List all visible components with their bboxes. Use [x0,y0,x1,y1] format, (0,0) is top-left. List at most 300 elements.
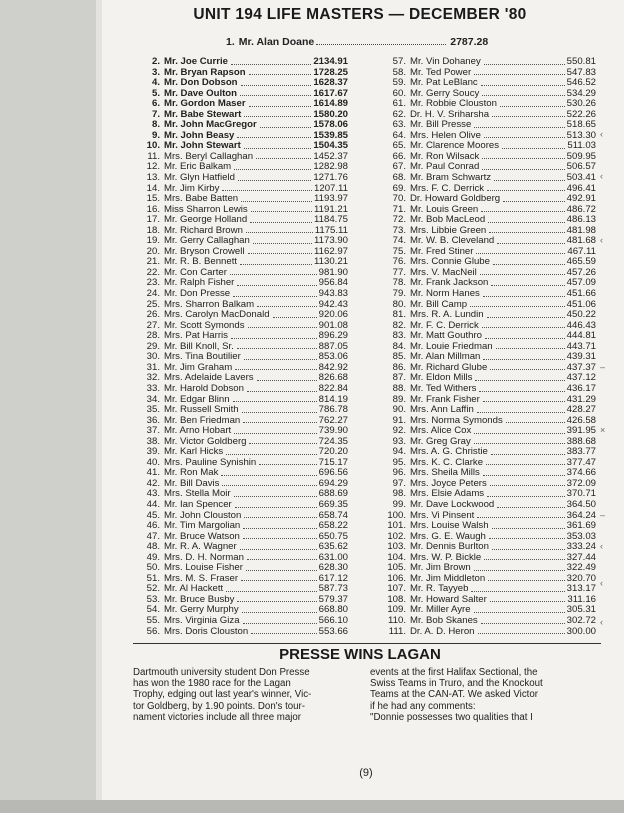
list-item [384,173,596,184]
entry-score: 587.73 [318,583,348,595]
entry-score: 320.70 [566,572,596,584]
dot-leader [234,162,311,170]
entry-number: 73. [392,224,406,236]
entry-number: 2. [151,56,160,67]
entry-score: 311.16 [567,593,596,605]
entry-name: Mr. Louis Green [410,203,479,215]
entry-name: Mr. Gerry Murphy [164,604,239,616]
entry-name: Mrs. Vi Pinsent [410,509,475,521]
entry-name: Mr. Jim Graham [164,361,233,373]
entry-score: 313.17 [566,583,596,595]
dot-leader [256,152,311,160]
entry-name: Mrs. Stella Moir [164,488,231,500]
entry-name: Mrs. Libbie Green [410,224,487,236]
entry-number: 16. [146,203,160,215]
entry-score: 450.22 [566,309,596,321]
list-item [138,627,348,638]
entry-number: 75. [392,245,406,257]
entry-name: Mr. Ralph Fisher [164,277,235,289]
dot-leader [226,447,316,455]
entry-score: 658.22 [318,520,348,532]
dot-leader [483,395,565,403]
dot-leader [477,511,564,519]
dot-leader [237,131,311,139]
entry-score: 444.81 [566,330,596,342]
dot-leader [233,395,317,403]
dot-leader [476,247,565,255]
dot-leader [248,247,313,255]
entry-name: Mrs. D. H. Norman [164,551,244,563]
entry-score: 579.37 [318,593,348,605]
entry-name: Dr. Howard Goldberg [410,193,501,205]
entry-number: 29. [146,340,160,352]
entry-number: 44. [146,498,160,510]
entry-number: 22. [146,266,160,278]
dot-leader [478,627,565,635]
entry-score: 901.08 [318,319,348,331]
dot-leader [222,479,316,487]
dot-leader [247,553,317,561]
dot-leader [470,300,565,308]
entry-name: Mr. Dennis Burlton [410,541,489,553]
entry-name: Mr. Bill Knoll, Sr. [164,340,234,352]
entry-number: 100. [387,509,406,521]
entry-number: 17. [146,214,160,226]
dot-leader [240,89,311,97]
dot-leader [249,437,316,445]
entry-score: 762.27 [318,414,348,426]
entry-number: 43. [146,488,160,500]
page-title: UNIT 194 LIFE MASTERS — DECEMBER '80 [193,6,527,23]
entry-name: Mr. Paul Conrad [410,161,480,173]
entry-number: 7. [151,108,160,120]
pen-mark: ‹ [600,578,603,588]
dot-leader [487,310,565,318]
dot-leader [243,521,316,529]
page-number: (9) [359,767,373,779]
entry-score: 1578.06 [313,119,348,131]
entry-score: 327.44 [566,551,596,563]
list-item [384,405,596,416]
entry-score: 631.00 [318,551,348,563]
entry-name: Mr. Edgar Blinn [164,393,230,405]
entry-score: 943.83 [318,288,348,300]
dot-leader [238,173,311,181]
entry-name: Mrs. W. P. Bickle [410,551,482,563]
entry-number: 48. [146,541,160,553]
dot-leader [243,532,317,540]
dot-leader [493,257,565,265]
entry-score: 1614.89 [313,98,348,110]
entry-name: Mr. John Clouston [164,509,242,521]
entry-score: 842.92 [318,361,348,373]
dot-leader [237,595,316,603]
dot-leader [234,489,317,497]
entry-name: Mrs. Norma Symonds [410,414,503,426]
entry-score: 486.72 [566,203,596,215]
dot-leader [483,289,565,297]
entry-score: 1539.85 [313,129,348,141]
entry-score: 436.17 [566,382,596,394]
dot-leader [234,426,316,434]
entry-name: Mr. Vin Dohaney [410,56,481,67]
entry-number: 10. [146,140,160,152]
entry-score: 426.58 [566,414,596,426]
entry-number: 107. [387,583,406,595]
dot-leader [260,120,312,128]
entry-number: 91. [392,414,406,426]
entry-score: 300.00 [566,625,596,637]
entry-number: 111. [388,625,406,637]
entry-name: Mrs. Pauline Synishin [164,456,257,468]
entry-number: 66. [392,150,406,162]
section-divider [133,643,601,644]
dot-leader [489,532,565,540]
entry-number: 63. [392,119,406,131]
entry-score: 942.43 [318,298,348,310]
entry-score: 694.29 [318,477,348,489]
entry-score: 1504.35 [313,140,348,152]
entry-name: Mrs. Louise Fisher [164,562,243,574]
entry-score: 546.52 [566,77,596,89]
entry-number: 58. [392,66,406,78]
entry-name: Mr. Bill Presse [410,119,472,131]
entry-number: 94. [392,446,406,458]
entry-score: 1184.75 [314,214,348,226]
entry-number: 101. [387,520,406,532]
entry-number: 86. [392,361,406,373]
entry-score: 534.29 [566,87,596,99]
entry-score: 628.30 [318,562,348,574]
entry-number: 13. [146,172,160,184]
pen-mark: – [600,362,606,372]
entry-score: 503.41 [566,172,596,184]
list-item [138,500,348,511]
entry-score: 553.66 [318,625,348,637]
entry-number: 1. [226,36,235,48]
entry-number: 80. [392,298,406,310]
first-entry [226,36,488,48]
dot-leader [479,384,564,392]
entry-name: Mr. Frank Fisher [410,393,480,405]
entry-score: 1617.67 [313,87,348,99]
entry-number: 54. [146,604,160,616]
dot-leader [248,321,317,329]
entry-score: 374.66 [566,467,596,479]
entry-name: Mr. Greg Gray [410,435,471,447]
dot-leader [497,236,564,244]
article-line: tor Goldberg, by 1.90 points. Don's tour- [133,700,306,712]
entry-score: 518.65 [566,119,596,131]
entry-number: 30. [146,351,160,363]
dot-leader [500,99,565,107]
entry-number: 106. [387,572,406,584]
page-shadow [0,800,624,813]
entry-score: 492.91 [566,193,596,205]
entry-number: 24. [146,288,160,300]
entry-score: 547.83 [566,66,596,78]
dot-leader [222,184,312,192]
entry-number: 3. [151,66,160,78]
entry-score: 688.69 [318,488,348,500]
dot-leader [273,310,317,318]
entry-name: Mr. Dave Oulton [164,87,238,99]
entry-name: Mrs. M. S. Fraser [164,572,239,584]
entry-name: Mr. Ted Power [410,66,472,78]
entry-number: 67. [392,161,406,173]
dot-leader [486,458,565,466]
entry-number: 92. [392,425,406,437]
entry-name: Mr. R. B. Bennett [164,256,238,268]
entry-number: 51. [146,572,160,584]
entry-name: Mr. Ron Wilsack [410,150,480,162]
entry-name: Mr. Glyn Hatfield [164,172,235,184]
entry-score: 696.56 [318,467,348,479]
list-item [138,405,348,416]
dot-leader [490,595,566,603]
entry-score: 506.57 [566,161,596,173]
list-item [384,384,596,395]
entry-name: Mr. George Holland [164,214,248,226]
entry-name: Mr. Ian Spencer [164,498,232,510]
entry-score: 981.90 [318,266,348,278]
dot-leader [250,215,312,223]
entry-score: 377.47 [566,456,596,468]
entry-number: 83. [392,330,406,342]
entry-number: 82. [392,319,406,331]
entry-score: 486.13 [566,214,596,226]
list-item [138,289,348,300]
list-item [384,616,596,627]
article-line: Teams at the CAN-AT. We asked Victor [370,689,538,701]
entry-name: Mr. Matt Gouthro [410,330,482,342]
entry-name: Mr. Pat LeBlanc [410,77,478,89]
list-item [384,627,596,638]
dot-leader [231,331,317,339]
entry-score: 1130.21 [314,256,348,268]
article-line: if he had any comments: [370,700,476,712]
entry-number: 56. [146,625,160,637]
entry-number: 27. [146,319,160,331]
entry-number: 62. [392,108,406,120]
entry-name: Mr. F. C. Derrick [410,319,479,331]
entry-name: Mr. John MacGregor [164,119,257,131]
entry-name: Mrs. G. E. Waugh [410,530,486,542]
dot-leader [251,627,316,635]
dot-leader [240,257,312,265]
entry-number: 79. [392,288,406,300]
entry-number: 72. [392,214,406,226]
entry-score: 443.71 [566,340,596,352]
entry-name: Mrs. R. A. Lundin [410,309,484,321]
entry-number: 105. [387,562,406,574]
entry-score: 786.78 [318,404,348,416]
entry-number: 71. [392,203,406,215]
entry-name: Mr. Tim Margolian [164,520,241,532]
entry-name: Mr. Harold Dobson [164,382,244,394]
entry-name: Mr. Gordon Maser [164,98,246,110]
dot-leader [485,331,565,339]
entry-name: Mrs. Pat Harris [164,330,228,342]
entry-number: 89. [392,393,406,405]
dot-leader [492,542,565,550]
pen-mark: ‹ [600,235,603,245]
entry-score: 364.24 [566,509,596,521]
dot-leader [240,542,317,550]
entry-score: 391.95 [566,425,596,437]
entry-name: Mrs. A. G. Christie [410,446,488,458]
entry-score: 513.30 [566,129,596,141]
entry-number: 78. [392,277,406,289]
dot-leader [491,447,565,455]
entry-number: 25. [146,298,160,310]
dot-leader [481,616,565,624]
list-item [384,289,596,300]
entry-number: 93. [392,435,406,447]
dot-leader [257,300,317,308]
entry-score: 457.26 [566,266,596,278]
dot-leader [482,162,564,170]
entry-number: 96. [392,467,406,479]
entry-name: Mr. Jim Middleton [410,572,486,584]
entry-score: 481.68 [566,235,596,247]
entry-score: 853.06 [318,351,348,363]
dot-leader [487,184,565,192]
entry-number: 109. [387,604,406,616]
dot-leader [246,563,317,571]
article-line: Swiss Teams in Truro, and the Knockout [370,678,543,690]
entry-score: 550.81 [566,56,596,67]
dot-leader [242,405,317,413]
entry-score: 956.84 [318,277,348,289]
entry-number: 69. [392,182,406,194]
entry-number: 4. [151,77,160,89]
dot-leader [490,479,565,487]
entry-score: 361.69 [566,520,596,532]
entry-name: Mr. Scott Symonds [164,319,245,331]
dot-leader [246,226,313,234]
entry-name: Mr. Richard Glube [410,361,488,373]
entry-name: Mr. Howard Salter [410,593,487,605]
entry-number: 60. [392,87,406,99]
dot-leader [481,205,564,213]
entry-number: 9. [151,129,160,141]
entry-score: 305.31 [566,604,596,616]
dot-leader [226,584,316,592]
dot-leader [253,236,312,244]
dot-leader [231,57,311,65]
entry-number: 49. [146,551,160,563]
entry-number: 64. [392,129,406,141]
dot-leader [474,437,565,445]
entry-number: 84. [392,340,406,352]
list-item [384,57,596,68]
dot-leader [506,416,565,424]
entry-number: 26. [146,309,160,321]
dot-leader [249,68,312,76]
entry-name: Mr. Con Carter [164,266,227,278]
dot-leader [489,226,564,234]
entry-score: 431.29 [566,393,596,405]
entry-number: 70. [392,193,406,205]
entry-number: 42. [146,477,160,489]
dot-leader [221,468,316,476]
entry-number: 39. [146,446,160,458]
entry-score: 669.35 [318,498,348,510]
entry-name: Mr. Ted Withers [410,382,477,394]
entry-number: 11. [147,150,160,162]
entry-score: 353.03 [566,530,596,542]
entry-name: Mrs. K. C. Clarke [410,456,484,468]
dot-leader [491,278,564,286]
entry-number: 57. [392,56,406,67]
entry-number: 103. [387,541,406,553]
entry-number: 6. [151,98,160,110]
dot-leader [243,616,317,624]
article-line: Trophy, edging out last year's winner, Vic- [133,689,312,701]
entry-name: Mr. Frank Jackson [410,277,489,289]
entry-score: 1175.11 [314,224,348,236]
dot-leader [483,352,564,360]
entry-name: Mrs. Helen Olive [410,129,481,141]
entry-number: 88. [392,382,406,394]
entry-number: 90. [392,404,406,416]
article-line: "Donnie possesses two qualities that I [370,711,533,723]
entry-name: Mr. Ron Mak [164,467,219,479]
entry-number: 36. [146,414,160,426]
entry-score: 439.31 [566,351,596,363]
entry-number: 87. [392,372,406,384]
dot-leader [477,405,565,413]
list-item [138,384,348,395]
entry-score: 446.43 [566,319,596,331]
entry-name: Mr. W. B. Cleveland [410,235,495,247]
entry-score: 465.59 [566,256,596,268]
entry-score: 372.09 [566,477,596,489]
dot-leader [488,215,564,223]
entry-name: Mr. Eric Balkam [164,161,232,173]
dot-leader [474,605,565,613]
dot-leader [484,553,564,561]
dot-leader [492,110,565,118]
entry-score: 1452.37 [313,150,348,162]
entry-score: 1628.37 [313,77,348,89]
entry-number: 12. [146,161,160,173]
dot-leader [502,141,565,149]
entry-name: Mr. Richard Brown [164,224,243,236]
entry-score: 2787.28 [450,36,489,48]
entry-score: 467.11 [567,245,596,257]
dot-leader [497,500,564,508]
entry-name: Mr. Norm Hanes [410,288,480,300]
dot-leader [251,205,312,213]
dot-leader [235,363,316,371]
entry-score: 451.06 [566,298,596,310]
entry-score: 1162.97 [314,245,348,257]
dot-leader [480,268,565,276]
article-headline: PRESSE WINS LAGAN [279,646,441,663]
dot-leader [488,574,564,582]
dot-leader [474,563,565,571]
list-item [384,500,596,511]
entry-number: 98. [392,488,406,500]
dot-leader [474,68,565,76]
pen-mark: ‹ [600,541,603,551]
article-line: has won the 1980 race for the Lagan [133,678,291,690]
article-line: Dartmouth university student Don Presse [133,667,310,678]
entry-score: 428.27 [566,404,596,416]
entry-score: 2134.91 [313,56,348,67]
